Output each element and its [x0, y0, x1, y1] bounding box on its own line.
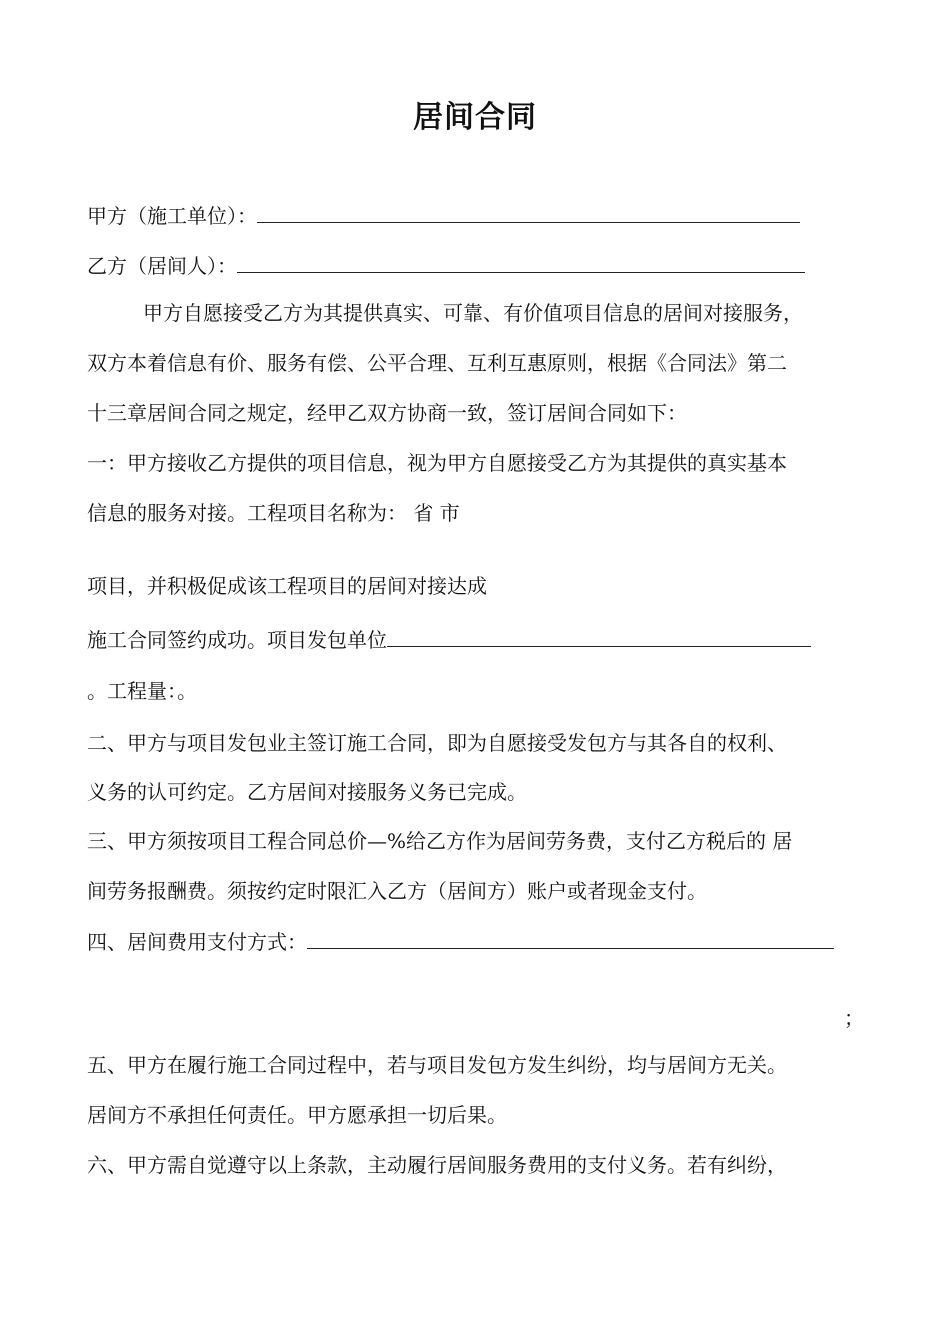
- clause4-line: [87, 928, 834, 955]
- clause1-line-1: 一：甲方接收乙方提供的项目信息，视为甲方自愿接受乙方为其提供的真实基本: [87, 451, 787, 475]
- clause1-line-4: [87, 626, 811, 653]
- party-a-label: 甲方（施工单位）：: [87, 204, 257, 228]
- clause6-line-1: 六、甲方需自觉遵守以上条款，主动履行居间服务费用的支付义务。若有纠纷，: [87, 1153, 787, 1177]
- intro-line-3: 十三章居间合同之规定，经甲乙双方协商一致，签订居间合同如下：: [87, 401, 687, 425]
- clause1-line-3: 项目，并积极促成该工程项目的居间对接达成: [87, 574, 487, 598]
- party-b-line: [87, 252, 805, 279]
- clause1-line-5: 。工程量：。: [87, 679, 197, 703]
- clause2-line-2: 义务的认可约定。乙方居间对接服务义务已完成。: [87, 780, 527, 804]
- clause4-end: ；: [844, 1006, 864, 1030]
- employer-blank: [387, 626, 811, 647]
- clause3-line-2: 间劳务报酬费。须按约定时限汇入乙方（居间方）账户或者现金支付。: [87, 879, 707, 903]
- intro-line-2: 双方本着信息有价、服务有偿、公平合理、互利互惠原则，根据《合同法》第二: [87, 351, 787, 375]
- employer-label: 施工合同签约成功。项目发包单位: [87, 628, 387, 652]
- party-b-label: 乙方（居间人）：: [87, 254, 237, 278]
- clause3-line-1: 三、甲方须按项目工程合同总价—%给乙方作为居间劳务费，支付乙方税后的 居: [87, 829, 793, 853]
- party-a-line: [87, 202, 800, 229]
- party-b-blank: [237, 252, 805, 273]
- payment-method-label: 四、居间费用支付方式：: [87, 930, 307, 954]
- clause5-line-1: 五、甲方在履行施工合同过程中，若与项目发包方发生纠纷，均与居间方无关。: [87, 1053, 787, 1077]
- clause1-line-2: 信息的服务对接。工程项目名称为： 省 市: [87, 501, 460, 525]
- payment-method-blank: [307, 928, 834, 949]
- clause5-line-2: 居间方不承担任何责任。甲方愿承担一切后果。: [87, 1103, 507, 1127]
- party-a-blank: [257, 202, 800, 223]
- document-title: 居间合同: [413, 100, 537, 135]
- clause2-line-1: 二、甲方与项目发包业主签订施工合同，即为自愿接受发包方与其各自的权利、: [87, 731, 787, 755]
- intro-line-1: 甲方自愿接受乙方为其提供真实、可靠、有价值项目信息的居间对接服务，: [143, 301, 803, 325]
